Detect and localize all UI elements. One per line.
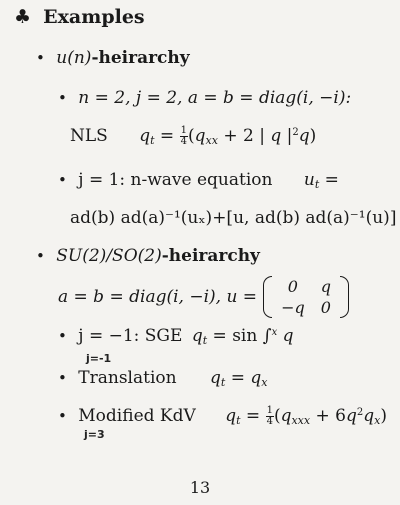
matrix-cell: 0 <box>320 298 331 317</box>
section-su2 <box>36 246 260 266</box>
club-suit-icon: ♣ <box>14 6 32 28</box>
j1-eq-cont: ad(b) ad(a)⁻¹(uₓ)+[u, ad(b) ad(a)⁻¹(u)] <box>70 208 397 228</box>
section-su2-name: SU(2)/SO(2) <box>56 246 162 266</box>
j1-eq-start: $u_t$ = <box>303 170 339 191</box>
sge-equation: $q_t = \sin \int^x$ q <box>191 326 294 347</box>
translation-equation: $q_t = q_x$ <box>209 368 268 389</box>
handwritten-note: j=3 <box>84 428 105 441</box>
bullet-icon: • <box>58 327 67 345</box>
sge-label: j = −1: SGE <box>78 326 183 346</box>
bullet-icon: • <box>36 247 45 265</box>
handwritten-note: j=-1 <box>86 352 112 365</box>
nls-label: NLS <box>70 126 108 146</box>
item-n2 <box>58 88 351 108</box>
mkdv-label: Modified KdV <box>78 406 196 426</box>
su-def-text: a = b = diag(i, −i), u = <box>58 287 258 307</box>
section-un <box>36 48 190 68</box>
bullet-icon: • <box>58 171 67 189</box>
bullet-icon: • <box>58 89 67 107</box>
title-row <box>14 6 145 28</box>
page-number: 13 <box>189 478 211 497</box>
matrix-cell: 0 <box>287 277 298 296</box>
bullet-icon: • <box>36 49 45 67</box>
nls-row <box>70 126 316 147</box>
section-su2-suffix: -heirarchy <box>161 246 260 266</box>
mkdv-equation: $q_t$ = $\frac{1}{4}$ $(q_{xxx} + 6q^2q_x)$ <box>225 405 387 427</box>
bullet-icon: • <box>58 369 67 387</box>
item-j1 <box>58 170 339 191</box>
matrix-u <box>263 276 349 318</box>
n2-text: n = 2, j = 2, a = b = diag(i, −i): <box>78 88 352 108</box>
item-sge <box>58 326 294 347</box>
section-un-name: u(n) <box>56 48 92 68</box>
matrix-cell: −q <box>281 298 305 317</box>
matrix-cell: q <box>320 277 331 296</box>
nls-equation: $q_t$ = $\frac{1}{4}$ ($q_{xx} + 2$ | q $|^2q$) <box>139 125 317 147</box>
bullet-icon: • <box>58 407 67 425</box>
j1-label: j = 1: n-wave equation <box>78 170 273 190</box>
item-translation <box>58 368 267 389</box>
page-title: Examples <box>43 6 145 28</box>
item-mkdv <box>58 406 387 427</box>
left-paren <box>263 276 272 318</box>
su-def-row <box>58 274 349 320</box>
right-paren <box>340 276 349 318</box>
section-un-suffix: -heirarchy <box>91 48 190 68</box>
translation-label: Translation <box>78 368 177 388</box>
